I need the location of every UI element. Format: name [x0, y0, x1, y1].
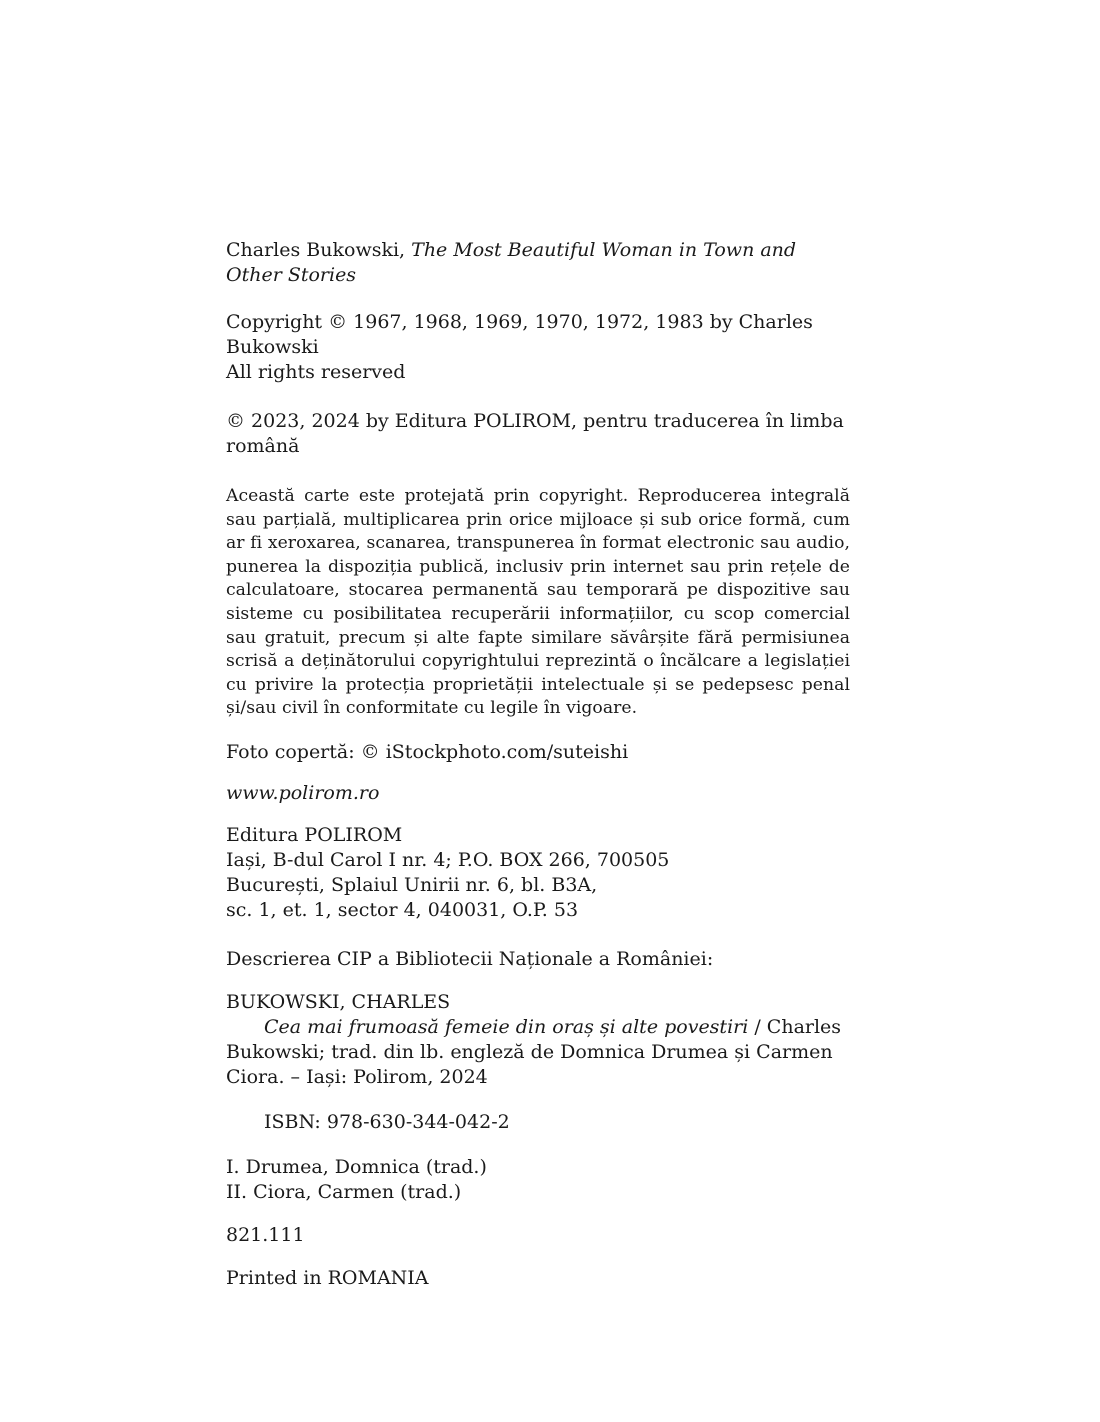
cip-title: Cea mai frumoasă femeie din oraș și alte povestiri — [264, 1015, 749, 1038]
publisher-website[interactable]: www.polirom.ro — [226, 781, 380, 804]
cip-responsibility: / Charles Bukowski; trad. din lb. engleză de Domnica Drumea și Carmen Ciora. – Iași: Polirom, 2024 — [226, 1015, 842, 1088]
address-bucuresti-detail: sc. 1, et. 1, sector 4, 040031, O.P. 53 — [226, 898, 579, 921]
cip-translators — [226, 1155, 850, 1205]
isbn: ISBN: 978-630-344-042-2 — [264, 1110, 510, 1133]
address-bucuresti: București, Splaiul Unirii nr. 6, bl. B3A, — [226, 873, 598, 896]
original-copyright — [226, 310, 850, 385]
original-work — [226, 238, 850, 288]
translation-copyright: © 2023, 2024 by Editura POLIROM, pentru traducerea în limba română — [226, 410, 844, 457]
cip-title-statement — [226, 1015, 850, 1090]
publisher-address — [226, 823, 850, 923]
legal-notice: Această carte este protejată prin copyright. Reproducerea integrală sau parțială, multiplicarea prin orice mijloace și sub orice formă, cum ar fi xeroxarea, scanarea, transpunerea în format electronic sau audio, punerea la dispoziția publică, inclusiv prin internet sau prin rețele de calculatoare, stocarea permanentă sau temporară pe dispozitive sau sisteme cu posibilitatea recuperării informațiilor, cu scop comercial sau gratuit, precum și alte fapte similare săvârșite fără permisiunea scrisă a deținătorului copyrightului reprezintă o încălcare a legislației cu privire la protecția proprietății intelectuale și se pedepsesc penal și/sau civil în conformitate cu legile în vigoare. — [226, 486, 850, 719]
cip-author-heading: BUKOWSKI, CHARLES — [226, 990, 451, 1013]
cip-record — [226, 990, 850, 1090]
classification-number: 821.111 — [226, 1223, 305, 1246]
translator-2: II. Ciora, Carmen (trad.) — [226, 1180, 462, 1203]
original-copyright-line: Copyright © 1967, 1968, 1969, 1970, 1972, 1983 by Charles Bukowski — [226, 311, 813, 358]
rights-reserved: All rights reserved — [226, 361, 406, 383]
original-author: Charles Bukowski, — [226, 239, 412, 261]
original-title: The Most Beautiful Woman in Town and Other Stories — [226, 239, 797, 286]
address-iasi: Iași, B-dul Carol I nr. 4; P.O. BOX 266, 700505 — [226, 848, 670, 871]
cip-heading: Descrierea CIP a Bibliotecii Naționale a României: — [226, 947, 714, 970]
publisher-name: Editura POLIROM — [226, 823, 403, 846]
cover-photo-credit: Foto copertă: © iStockphoto.com/suteishi — [226, 740, 629, 763]
colophon-page — [226, 238, 850, 1291]
translator-1: I. Drumea, Domnica (trad.) — [226, 1155, 487, 1178]
printed-in: Printed in ROMANIA — [226, 1266, 429, 1289]
